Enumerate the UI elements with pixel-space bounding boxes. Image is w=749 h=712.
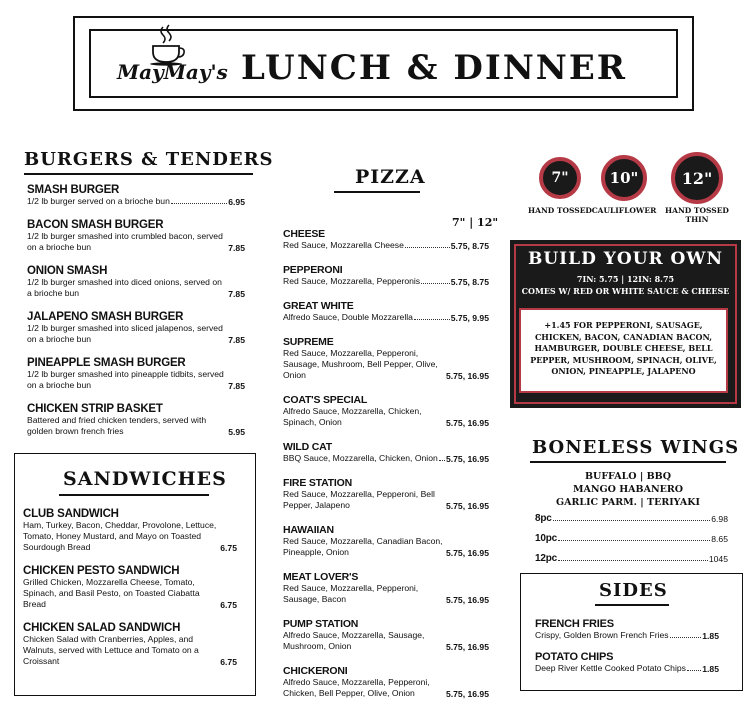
menu-item bbox=[535, 651, 719, 674]
size-circle: 12" bbox=[671, 152, 723, 204]
pizza-sizes-header: 7" | 12" bbox=[452, 216, 499, 229]
build-your-own-toppings-panel bbox=[519, 308, 728, 393]
wing-count: 12pc bbox=[535, 553, 557, 564]
menu-item bbox=[27, 184, 245, 207]
menu-item-row bbox=[283, 489, 489, 511]
leader-dots bbox=[687, 670, 701, 671]
menu-item-name: POTATO CHIPS bbox=[535, 651, 614, 663]
menu-item-description: 1/2 lb burger smashed into diced onions, served on a brioche bun bbox=[27, 277, 222, 298]
menu-item bbox=[23, 565, 237, 610]
menu-item-description: Chicken Salad with Cranberries, Apples, and Walnuts, served with Lettuce and Tomato on a Croissant bbox=[23, 634, 199, 666]
menu-item-price: 7.85 bbox=[228, 289, 245, 299]
menu-item-row bbox=[283, 453, 489, 464]
leader-dots bbox=[670, 637, 702, 638]
menu-item-name: SMASH BURGER bbox=[27, 184, 120, 196]
menu-item-name: CLUB SANDWICH bbox=[23, 508, 119, 520]
menu-item-row bbox=[23, 577, 237, 610]
wing-row bbox=[535, 513, 728, 524]
size-circle: 7" bbox=[539, 157, 581, 199]
leader-dots bbox=[558, 560, 708, 561]
menu-item bbox=[283, 336, 489, 381]
leader-dots bbox=[171, 203, 227, 204]
build-your-own-sauce: COMES W/ RED OR WHITE SAUCE & CHEESE bbox=[521, 286, 730, 296]
menu-item-description: Ham, Turkey, Bacon, Cheddar, Provolone, Lettuce, Tomato, Honey Mustard, and Mayo on Toasted Sourdough Bread bbox=[23, 520, 217, 552]
menu-item-row bbox=[283, 348, 489, 381]
menu-item-price: 5.75, 16.95 bbox=[445, 595, 489, 605]
size-label: HAND TOSSED THIN bbox=[665, 206, 729, 224]
menu-item bbox=[27, 219, 245, 253]
wing-flavor: MANGO HABANERO bbox=[572, 484, 684, 495]
menu-item-price: 1.85 bbox=[702, 631, 719, 641]
menu-item-price: 7.85 bbox=[228, 335, 245, 345]
menu-item-price: 6.75 bbox=[220, 657, 237, 667]
menu-item bbox=[27, 311, 245, 345]
wings-flavors bbox=[530, 470, 726, 509]
menu-item-description: Red Sauce, Mozzarella Cheese bbox=[283, 240, 404, 250]
wing-count: 8pc bbox=[535, 513, 552, 524]
menu-item-name: PUMP STATION bbox=[283, 618, 359, 630]
menu-item bbox=[23, 508, 237, 553]
menu-item bbox=[283, 264, 489, 287]
menu-item bbox=[283, 571, 489, 605]
menu-item-name: CHICKEN PESTO SANDWICH bbox=[23, 565, 180, 577]
menu-item-name: FIRE STATION bbox=[283, 477, 352, 489]
menu-item-row bbox=[535, 663, 719, 674]
menu-item-description: Alfredo Sauce, Double Mozzarella bbox=[283, 312, 413, 322]
menu-item-name: COAT'S SPECIAL bbox=[283, 394, 368, 406]
leader-dots bbox=[414, 319, 450, 320]
menu-item-name: CHICKEN STRIP BASKET bbox=[27, 403, 163, 415]
burgers-list bbox=[27, 184, 245, 449]
menu-item-price: 5.75, 16.95 bbox=[445, 548, 489, 558]
menu-item-description: Grilled Chicken, Mozzarella Cheese, Tomato, Spinach, and Basil Pesto, on Toasted Ciabatta Bread bbox=[23, 577, 200, 609]
menu-item-price: 6.95 bbox=[228, 197, 245, 207]
menu-item-name: GREAT WHITE bbox=[283, 300, 354, 312]
burgers-title-underline bbox=[24, 173, 253, 175]
pizza-title: PIZZA bbox=[355, 166, 426, 188]
menu-item-name: ONION SMASH bbox=[27, 265, 108, 277]
menu-item-description: Red Sauce, Mozzarella, Pepperoni, Sausage, Bacon bbox=[283, 583, 419, 604]
menu-item-price: 5.75, 16.95 bbox=[445, 642, 489, 652]
wing-flavor: BUFFALO | BBQ bbox=[585, 471, 671, 482]
menu-item-price: 5.75, 9.95 bbox=[450, 313, 489, 323]
wing-price: 1045 bbox=[708, 554, 728, 564]
menu-item bbox=[27, 403, 245, 437]
burgers-title: BURGERS & TENDERS bbox=[24, 149, 274, 170]
menu-item-row bbox=[27, 231, 245, 253]
menu-item bbox=[283, 228, 489, 251]
menu-item-description: 1/2 lb burger served on a brioche bun bbox=[27, 196, 170, 206]
menu-item-row bbox=[283, 536, 489, 558]
menu-item-row bbox=[27, 196, 245, 207]
menu-item-description: BBQ Sauce, Mozzarella, Chicken, Onion bbox=[283, 453, 438, 463]
menu-item-description: Red Sauce, Mozzarella, Pepperonis bbox=[283, 276, 421, 286]
menu-item-price: 5.75, 8.75 bbox=[450, 241, 489, 251]
menu-item-name: CHICKEN SALAD SANDWICH bbox=[23, 622, 181, 634]
menu-item bbox=[27, 357, 245, 391]
menu-item-row bbox=[283, 630, 489, 652]
menu-item-row bbox=[283, 406, 489, 428]
build-your-own-prices: 7IN: 5.75 | 12IN: 8.75 bbox=[576, 274, 675, 284]
menu-item-price: 5.75, 16.95 bbox=[445, 418, 489, 428]
leader-dots bbox=[405, 247, 450, 248]
wings-title-underline bbox=[530, 461, 726, 463]
menu-item-description: 1/2 lb burger smashed into crumbled bacon, served on a brioche bun bbox=[27, 231, 223, 252]
menu-item-description: Red Sauce, Mozzarella, Pepperoni, Sausage, Mushroom, Bell Pepper, Olive, Onion bbox=[283, 348, 438, 380]
menu-item-price: 5.75, 8.75 bbox=[450, 277, 489, 287]
menu-item-description: Alfredo Sauce, Mozzarella, Sausage, Mushroom, Onion bbox=[283, 630, 425, 651]
sandwiches-title-underline bbox=[59, 494, 209, 496]
menu-item-description: Red Sauce, Mozzarella, Canadian Bacon, Pineapple, Onion bbox=[283, 536, 443, 557]
menu-item bbox=[283, 618, 489, 652]
menu-item-name: MEAT LOVER'S bbox=[283, 571, 359, 583]
menu-item-description: Red Sauce, Mozzarella, Pepperoni, Bell Pepper, Jalapeno bbox=[283, 489, 435, 510]
header-frame bbox=[73, 16, 694, 111]
menu-item bbox=[283, 665, 489, 699]
leader-dots bbox=[421, 283, 450, 284]
sides-title-underline bbox=[595, 604, 669, 606]
menu-item-price: 5.75, 16.95 bbox=[445, 501, 489, 511]
wing-row bbox=[535, 553, 728, 564]
menu-item-row bbox=[23, 520, 237, 553]
menu-item bbox=[535, 618, 719, 641]
menu-item-row bbox=[283, 677, 489, 699]
menu-item-name: SUPREME bbox=[283, 336, 334, 348]
menu-item bbox=[283, 524, 489, 558]
build-your-own-title: BUILD YOUR OWN bbox=[527, 249, 723, 269]
menu-item-row bbox=[27, 369, 245, 391]
menu-item-row bbox=[27, 415, 245, 437]
menu-item-name: CHEESE bbox=[283, 228, 325, 240]
sandwiches-list bbox=[23, 508, 237, 679]
menu-item-price: 5.75, 16.95 bbox=[445, 371, 489, 381]
menu-item-price: 7.85 bbox=[228, 243, 245, 253]
menu-item-name: PEPPERONI bbox=[283, 264, 343, 276]
menu-item-name: CHICKERONI bbox=[283, 665, 348, 677]
menu-item bbox=[27, 265, 245, 299]
menu-item bbox=[23, 622, 237, 667]
menu-item-row bbox=[283, 583, 489, 605]
wing-flavor: GARLIC PARM. | TERIYAKI bbox=[556, 497, 700, 508]
menu-item bbox=[283, 300, 489, 323]
size-label: CAULIFLOWER bbox=[591, 206, 657, 215]
wings-title: BONELESS WINGS bbox=[532, 437, 740, 458]
sandwiches-box bbox=[14, 453, 256, 696]
menu-item bbox=[283, 477, 489, 511]
sides-title: SIDES bbox=[599, 580, 668, 601]
menu-item-price: 1.85 bbox=[702, 664, 719, 674]
menu-item-row bbox=[535, 630, 719, 641]
leader-dots bbox=[439, 460, 445, 461]
size-circle: 10" bbox=[601, 155, 647, 201]
pizza-list bbox=[283, 228, 489, 712]
build-your-own-box bbox=[510, 240, 741, 408]
size-label: HAND TOSSED bbox=[528, 206, 592, 215]
sides-list bbox=[535, 618, 719, 684]
sandwiches-title: SANDWICHES bbox=[63, 468, 227, 490]
menu-item-row bbox=[27, 323, 245, 345]
wing-price: 6.98 bbox=[711, 514, 728, 524]
menu-item-description: Crispy, Golden Brown French Fries bbox=[535, 630, 669, 640]
menu-item-description: Battered and fried chicken tenders, served with golden brown french fries bbox=[27, 415, 207, 436]
menu-item-price: 5.75, 16.95 bbox=[445, 454, 489, 464]
wings-list bbox=[535, 513, 728, 573]
menu-item-description: 1/2 lb burger smashed into pineapple tidbits, served on a brioche bun bbox=[27, 369, 224, 390]
menu-item-name: HAWAIIAN bbox=[283, 524, 334, 536]
menu-item-price: 5.75, 16.95 bbox=[445, 689, 489, 699]
menu-item-price: 5.95 bbox=[228, 427, 245, 437]
menu-item-row bbox=[283, 276, 489, 287]
menu-item bbox=[283, 394, 489, 428]
menu-item-row bbox=[283, 240, 489, 251]
menu-item-price: 6.75 bbox=[220, 600, 237, 610]
wing-count: 10pc bbox=[535, 533, 557, 544]
sides-box bbox=[520, 573, 743, 691]
menu-item-description: Alfredo Sauce, Mozzarella, Chicken, Spinach, Onion bbox=[283, 406, 422, 427]
menu-item-name: JALAPENO SMASH BURGER bbox=[27, 311, 184, 323]
menu-item-description: Deep River Kettle Cooked Potato Chips bbox=[535, 663, 686, 673]
menu-item-price: 7.85 bbox=[228, 381, 245, 391]
menu-item-name: WILD CAT bbox=[283, 441, 332, 453]
menu-item-row bbox=[283, 312, 489, 323]
leader-dots bbox=[558, 540, 710, 541]
brand-name: MayMay's bbox=[117, 60, 228, 84]
menu-item-price: 6.75 bbox=[220, 543, 237, 553]
menu-item-name: FRENCH FRIES bbox=[535, 618, 614, 630]
menu-item-description: 1/2 lb burger smashed into sliced jalapenos, served on a brioche bun bbox=[27, 323, 223, 344]
build-your-own-toppings: +1.45 FOR PEPPERONI, SAUSAGE, CHICKEN, BACON, CANADIAN BACON, HAMBURGER, DOUBLE CHEESE, BELL PEPPER, MUSHROOM, SPINACH, OLIVE, ONION, PINEAPPLE, JALAPENO bbox=[530, 320, 717, 376]
menu-item-description: Alfredo Sauce, Mozzarella, Pepperoni, Chicken, Bell Pepper, Olive, Onion bbox=[283, 677, 430, 698]
pizza-title-underline bbox=[334, 191, 420, 193]
page-title: LUNCH & DINNER bbox=[241, 48, 628, 88]
leader-dots bbox=[553, 520, 711, 521]
menu-item-row bbox=[23, 634, 237, 667]
wing-price: 8.65 bbox=[711, 534, 728, 544]
wing-row bbox=[535, 533, 728, 544]
menu-item-name: BACON SMASH BURGER bbox=[27, 219, 164, 231]
menu-item-name: PINEAPPLE SMASH BURGER bbox=[27, 357, 186, 369]
menu-item bbox=[283, 441, 489, 464]
menu-item-row bbox=[27, 277, 245, 299]
